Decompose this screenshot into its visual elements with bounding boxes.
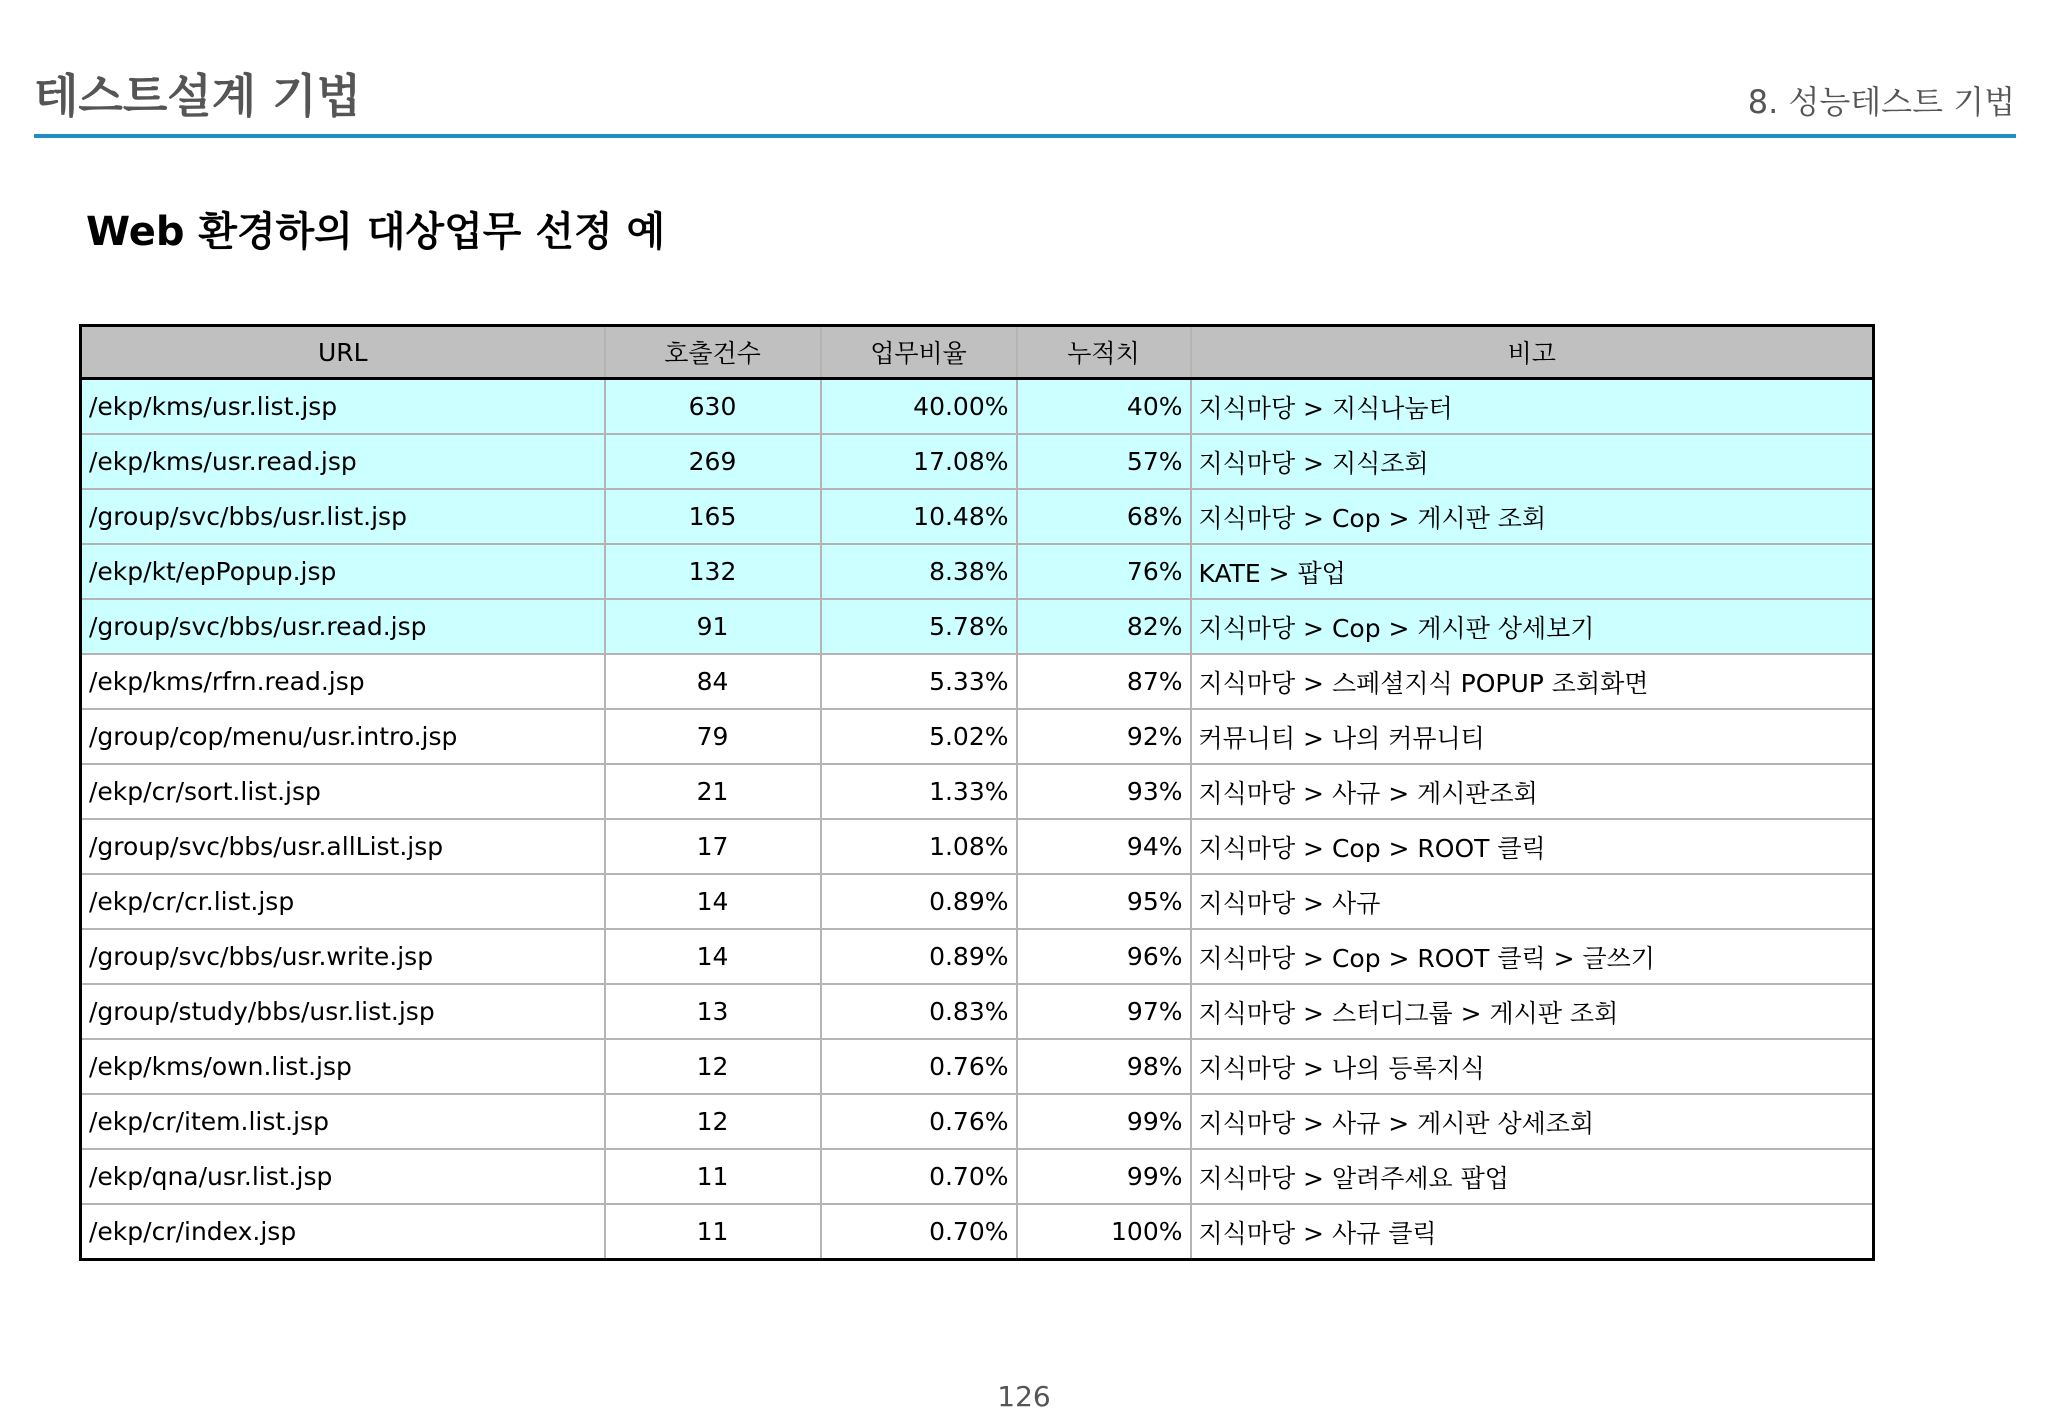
cumulative-cell: 76%: [1017, 544, 1191, 599]
table-row: [81, 599, 1874, 654]
url-cell: /ekp/cr/sort.list.jsp: [81, 764, 605, 819]
calls-cell: 21: [605, 764, 821, 819]
cumulative-cell: 99%: [1017, 1094, 1191, 1149]
calls-cell: 269: [605, 434, 821, 489]
ratio-cell: 5.33%: [821, 654, 1017, 709]
table-row: [81, 819, 1874, 874]
note-cell: KATE > 팝업: [1191, 544, 1874, 599]
url-cell: /ekp/kms/usr.list.jsp: [81, 379, 605, 435]
ratio-cell: 5.02%: [821, 709, 1017, 764]
document-title: 테스트설계 기법: [34, 69, 362, 123]
calls-cell: 165: [605, 489, 821, 544]
ratio-cell: 0.89%: [821, 929, 1017, 984]
cumulative-cell: 87%: [1017, 654, 1191, 709]
cumulative-cell: 99%: [1017, 1149, 1191, 1204]
note-cell: 지식마당 > 나의 등록지식: [1191, 1039, 1874, 1094]
url-workload-table: [79, 324, 1875, 1261]
cumulative-cell: 68%: [1017, 489, 1191, 544]
url-cell: /ekp/kms/rfrn.read.jsp: [81, 654, 605, 709]
calls-cell: 11: [605, 1204, 821, 1260]
note-cell: 지식마당 > 스페셜지식 POPUP 조회화면: [1191, 654, 1874, 709]
note-cell: 지식마당 > 사규: [1191, 874, 1874, 929]
note-cell: 지식마당 > 사규 클릭: [1191, 1204, 1874, 1260]
cumulative-cell: 93%: [1017, 764, 1191, 819]
ratio-cell: 0.76%: [821, 1039, 1017, 1094]
table-row: [81, 764, 1874, 819]
url-cell: /group/svc/bbs/usr.list.jsp: [81, 489, 605, 544]
calls-cell: 91: [605, 599, 821, 654]
note-cell: 지식마당 > Cop > ROOT 클릭: [1191, 819, 1874, 874]
ratio-cell: 8.38%: [821, 544, 1017, 599]
section-label: 8. 성능테스트 기법: [1747, 83, 2015, 121]
cumulative-cell: 57%: [1017, 434, 1191, 489]
cumulative-cell: 92%: [1017, 709, 1191, 764]
table-row: [81, 984, 1874, 1039]
cumulative-cell: 98%: [1017, 1039, 1191, 1094]
cumulative-cell: 96%: [1017, 929, 1191, 984]
url-cell: /group/svc/bbs/usr.read.jsp: [81, 599, 605, 654]
url-cell: /group/svc/bbs/usr.write.jsp: [81, 929, 605, 984]
calls-cell: 132: [605, 544, 821, 599]
calls-cell: 14: [605, 929, 821, 984]
ratio-cell: 10.48%: [821, 489, 1017, 544]
cumulative-cell: 94%: [1017, 819, 1191, 874]
table-row: [81, 489, 1874, 544]
note-cell: 지식마당 > 사규 > 게시판조회: [1191, 764, 1874, 819]
calls-cell: 84: [605, 654, 821, 709]
note-cell: 지식마당 > Cop > 게시판 상세보기: [1191, 599, 1874, 654]
table-row: [81, 1094, 1874, 1149]
ratio-cell: 5.78%: [821, 599, 1017, 654]
ratio-cell: 17.08%: [821, 434, 1017, 489]
ratio-cell: 0.70%: [821, 1149, 1017, 1204]
calls-cell: 630: [605, 379, 821, 435]
ratio-cell: 0.83%: [821, 984, 1017, 1039]
url-cell: /group/cop/menu/usr.intro.jsp: [81, 709, 605, 764]
table-row: [81, 654, 1874, 709]
ratio-cell: 0.70%: [821, 1204, 1017, 1260]
url-cell: /ekp/qna/usr.list.jsp: [81, 1149, 605, 1204]
ratio-cell: 1.33%: [821, 764, 1017, 819]
column-header-url: URL: [81, 326, 605, 379]
url-cell: /group/study/bbs/usr.list.jsp: [81, 984, 605, 1039]
cumulative-cell: 40%: [1017, 379, 1191, 435]
slide-heading: Web 환경하의 대상업무 선정 예: [86, 209, 666, 255]
url-cell: /ekp/cr/cr.list.jsp: [81, 874, 605, 929]
ratio-cell: 40.00%: [821, 379, 1017, 435]
note-cell: 지식마당 > 사규 > 게시판 상세조회: [1191, 1094, 1874, 1149]
calls-cell: 14: [605, 874, 821, 929]
ratio-cell: 0.76%: [821, 1094, 1017, 1149]
table-header-row: [81, 326, 1874, 379]
url-cell: /ekp/cr/index.jsp: [81, 1204, 605, 1260]
calls-cell: 11: [605, 1149, 821, 1204]
cumulative-cell: 95%: [1017, 874, 1191, 929]
cumulative-cell: 100%: [1017, 1204, 1191, 1260]
cumulative-cell: 82%: [1017, 599, 1191, 654]
ratio-cell: 1.08%: [821, 819, 1017, 874]
note-cell: 커뮤니티 > 나의 커뮤니티: [1191, 709, 1874, 764]
column-header-ratio: 업무비율: [821, 326, 1017, 379]
note-cell: 지식마당 > 지식조회: [1191, 434, 1874, 489]
url-cell: /group/svc/bbs/usr.allList.jsp: [81, 819, 605, 874]
table-row: [81, 1149, 1874, 1204]
table-row: [81, 709, 1874, 764]
table-row: [81, 1039, 1874, 1094]
table-body: [81, 379, 1874, 1260]
table-row: [81, 1204, 1874, 1260]
header-divider: [34, 134, 2016, 138]
table-row: [81, 544, 1874, 599]
note-cell: 지식마당 > 스터디그룹 > 게시판 조회: [1191, 984, 1874, 1039]
calls-cell: 13: [605, 984, 821, 1039]
table-row: [81, 434, 1874, 489]
column-header-cumulative: 누적치: [1017, 326, 1191, 379]
url-cell: /ekp/kms/usr.read.jsp: [81, 434, 605, 489]
calls-cell: 12: [605, 1039, 821, 1094]
column-header-note: 비고: [1191, 326, 1874, 379]
table-row: [81, 379, 1874, 435]
ratio-cell: 0.89%: [821, 874, 1017, 929]
note-cell: 지식마당 > 알려주세요 팝업: [1191, 1149, 1874, 1204]
calls-cell: 79: [605, 709, 821, 764]
note-cell: 지식마당 > Cop > 게시판 조회: [1191, 489, 1874, 544]
note-cell: 지식마당 > 지식나눔터: [1191, 379, 1874, 435]
column-header-calls: 호출건수: [605, 326, 821, 379]
table-row: [81, 929, 1874, 984]
page-number: 126: [997, 1380, 1051, 1413]
url-cell: /ekp/kt/epPopup.jsp: [81, 544, 605, 599]
calls-cell: 17: [605, 819, 821, 874]
note-cell: 지식마당 > Cop > ROOT 클릭 > 글쓰기: [1191, 929, 1874, 984]
cumulative-cell: 97%: [1017, 984, 1191, 1039]
calls-cell: 12: [605, 1094, 821, 1149]
url-cell: /ekp/kms/own.list.jsp: [81, 1039, 605, 1094]
url-cell: /ekp/cr/item.list.jsp: [81, 1094, 605, 1149]
table-row: [81, 874, 1874, 929]
